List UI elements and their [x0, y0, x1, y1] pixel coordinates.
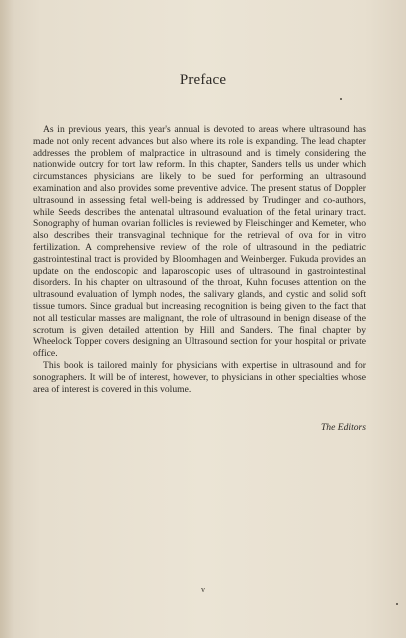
paper-speck [340, 98, 342, 100]
preface-paragraph-2: This book is tailored mainly for physicians with expertise in ultrasound and for sonographers. It will be of interest, however, to physicians in other specialties whose area of interest is covered in this volume. [33, 359, 366, 395]
page-number: v [201, 585, 205, 594]
signature: The Editors [320, 422, 366, 433]
paper-speck [396, 603, 398, 605]
preface-paragraph-1: As in previous years, this year's annual is devoted to areas where ultrasound has made not only recent advances but also where its role is expanding. The lead chapter addresses the problem of malpractice in ultrasound and is timely considering the nationwide outcry for tort law reform. In this chapter, Sanders tells us under which circumstances physicians are likely to be sued for performing an ultrasound examination and also provides some preventive advice. The present status of Doppler ultrasound in assessing fetal well-being is addressed by Trudinger and co-authors, while Seeds describes the antenatal ultrasound evaluation of the fetal urinary tract. Sonography of human ovarian follicles is reviewed by Fleischinger and Kemeter, who also describes their transvaginal technique for the retrieval of ova for in vitro fertilization. A comprehensive review of the role of ultrasound in the pediatric gastrointestinal tract is provided by Bloomhagen and Weinberger. Fukuda provides an update on the endoscopic and laparoscopic uses of ultrasound in gastrointestinal disorders. In his chapter on ultrasound of the throat, Kuhn focuses attention on the ultrasound evaluation of lymph nodes, the salivary glands, and cystic and solid soft tissue tumors. Since gradual but increasing recognition is being given to the fact that not all testicular masses are malignant, the role of ultrasound in benign disease of the scrotum is given detailed attention by Hill and Sanders. The final chapter by Wheelock Topper covers designing an Ultrasound section for your hospital or private office. [33, 124, 366, 360]
preface-body [33, 124, 366, 395]
page-title: Preface [179, 72, 227, 88]
binding-shadow [0, 0, 14, 638]
